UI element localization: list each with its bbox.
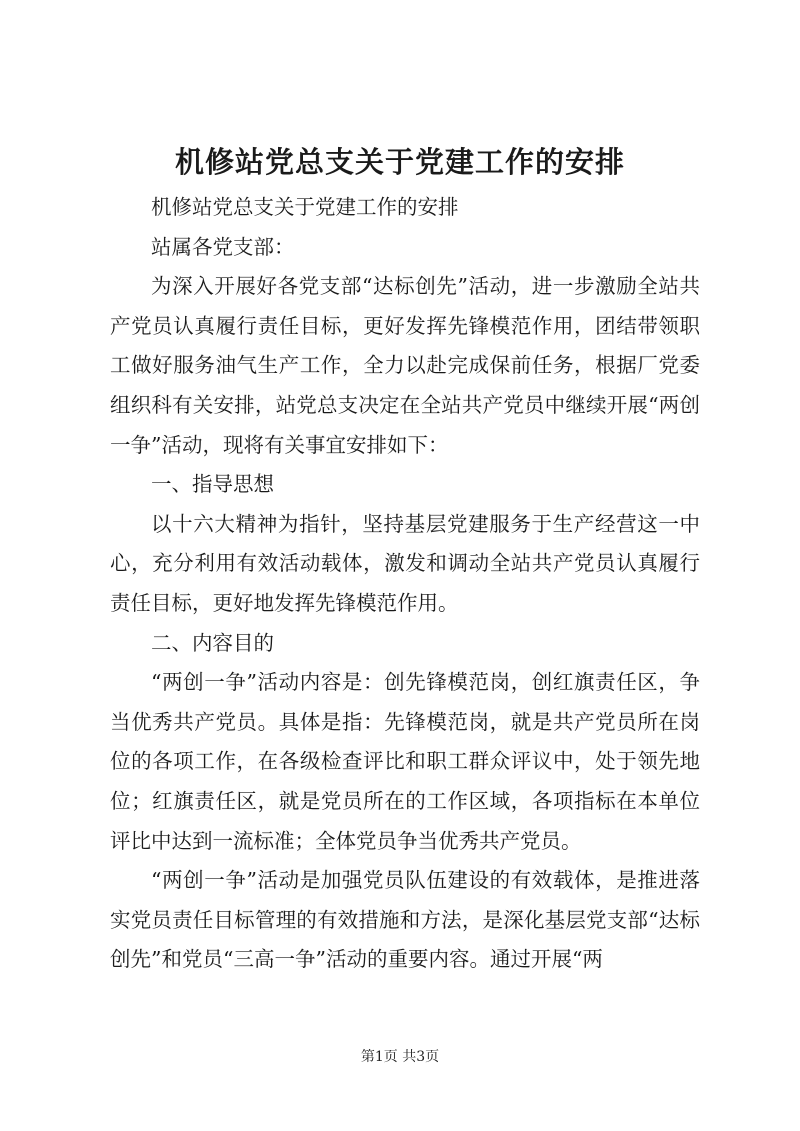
section-heading-guiding-principle: 一、指导思想 (151, 472, 274, 497)
section-heading-content-purpose: 二、内容目的 (151, 630, 274, 655)
page-number-footer: 第1页 共3页 (360, 1049, 440, 1065)
paragraph-guiding-principle: 以十六大精神为指针，坚持基层党建服务于生产经营这一中心，充分利用有效活动载体，激发和调动全站共产党员认真履行责任目标，更好地发挥先锋模范作用。 (110, 511, 700, 615)
paragraph-activity-significance: “两创一争”活动是加强党员队伍建设的有效载体，是推进落实党员责任目标管理的有效措施和方法，是深化基层党支部“达标创先”和党员“三高一争”活动的重要内容。通过开展“两 (110, 868, 700, 972)
paragraph-heading-repeat: 机修站党总支关于党建工作的安排 (151, 195, 459, 219)
paragraph-intro: 为深入开展好各党支部“达标创先”活动，进一步激励全站共产党员认真履行责任目标，更好发挥先锋模范作用，团结带领职工做好服务油气生产工作，全力以赴完成保前任务，根据厂党委组织科有关安排，站党总支决定在全站共产党员中继续开展“两创一争”活动，现将有关事宜安排如下： (110, 274, 700, 457)
paragraph-salutation: 站属各党支部： (151, 234, 295, 259)
document-title: 机修站党总支关于党建工作的安排 (174, 145, 625, 179)
document-body (110, 188, 700, 980)
paragraph-activity-content: “两创一争”活动内容是：创先锋模范岗，创红旗责任区，争当优秀共产党员。具体是指：先锋模范岗，就是共产党员所在岗位的各项工作，在各级检查评比和职工群众评议中，处于领先地位；红旗责任区，就是党员所在的工作区域，各项指标在本单位评比中达到一流标准；全体党员争当优秀共产党员。 (110, 670, 700, 853)
